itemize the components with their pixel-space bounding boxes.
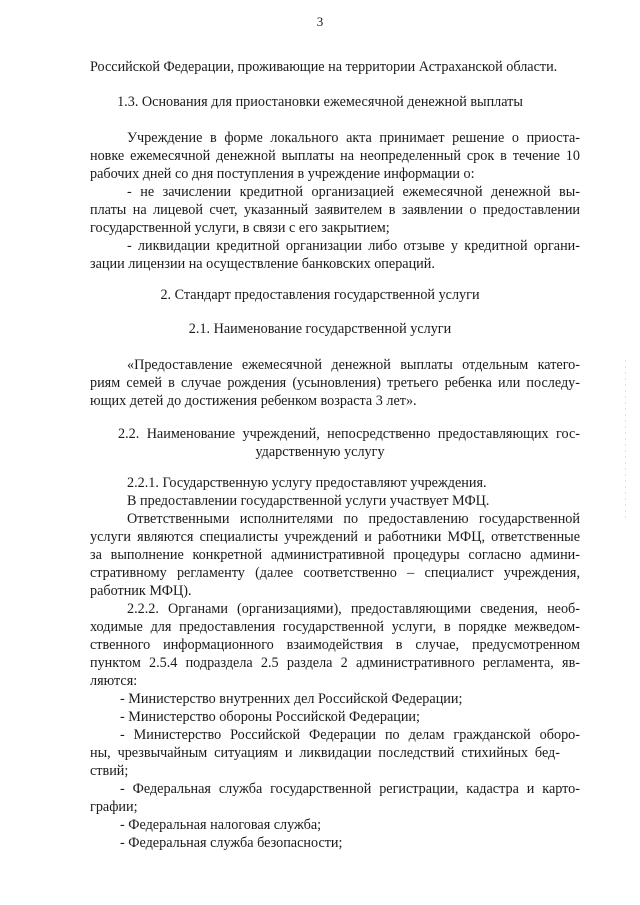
paragraph-line: ходимые для предоставления государственной услуги, в порядке межведом- [90,619,580,635]
list-item: - Федеральная служба государственной регистрации, кадастра и карто- [120,781,580,797]
paragraph-line: рабочих дней со дня поступления в учреждение информации о: [90,166,475,182]
list-item: - Министерство внутренних дел Российской Федерации; [120,691,463,707]
scan-artifact-line [625,360,626,520]
section-heading: 1.3. Основания для приостановки ежемесячной денежной выплаты [117,94,523,110]
list-item: государственной услуги, в связи с его закрытием; [90,220,390,236]
list-item: платы на лицевой счет, указанный заявителем в заявлении о предоставлении [90,202,580,218]
paragraph-line: новке ежемесячной денежной выплаты на неопределенный срок в течение 10 [90,148,580,164]
paragraph-line: В предоставлении государственной услуги участвует МФЦ. [127,493,490,509]
section-heading: 2.1. Наименование государственной услуги [188,321,452,337]
paragraph-line: ляются: [90,673,138,689]
list-item: зации лицензии на осуществление банковских операций. [90,256,435,272]
page-number: 3 [316,14,324,29]
paragraph-line: риям семей в случае рождения (усыновления) третьего ребенка или последу- [90,375,580,391]
paragraph-line: за выполнение конкретной административной процедуры согласно админи- [90,547,580,563]
list-item: - Федеральная служба безопасности; [120,835,343,851]
paragraph-line: Ответственными исполнителями по предоставлению государственной [127,511,580,527]
list-item: - не зачислении кредитной организацией ежемесячной денежной вы- [127,184,580,200]
list-item: - ликвидации кредитной организации либо отзыве у кредитной органи- [127,238,580,254]
list-item: - Министерство Российской Федерации по делам гражданской оборо- [120,727,580,743]
section-heading: 2. Стандарт предоставления государственной услуги [160,287,480,303]
list-item: ствий; [90,763,129,779]
list-item: - Федеральная налоговая служба; [120,817,322,833]
section-heading: ударственную услугу [255,444,385,460]
paragraph-line: «Предоставление ежемесячной денежной выплаты отдельным катего- [127,357,580,373]
list-item: ны, чрезвычайным ситуациям и ликвидации последствий стихийных бед- [90,745,560,761]
paragraph-line: ющих детей до достижения ребенком возраста 3 лет». [90,393,417,409]
list-item: - Министерство обороны Российской Федерации; [120,709,420,725]
paragraph-line: 2.2.1. Государственную услугу предоставляют учреждения. [127,475,487,491]
paragraph-line: услуги являются специалисты учреждений и работники МФЦ, ответственные [90,529,580,545]
text-line: Российской Федерации, проживающие на территории Астраханской области. [90,59,558,75]
list-item: графии; [90,799,138,815]
section-heading: 2.2. Наименование учреждений, непосредственно предоставляющих гос- [118,426,580,442]
paragraph-line: ственного информационного взаимодействия в случае, предусмотренном [90,637,580,653]
paragraph-line: 2.2.2. Органами (организациями), предоставляющими сведения, необ- [127,601,580,617]
paragraph-line: работник МФЦ). [90,583,192,599]
paragraph-line: пунктом 2.5.4 подраздела 2.5 раздела 2 административного регламента, яв- [90,655,580,671]
paragraph-line: Учреждение в форме локального акта принимает решение о приоста- [127,130,580,146]
paragraph-line: стративному регламенту (далее соответственно – специалист учреждения, [90,565,580,581]
